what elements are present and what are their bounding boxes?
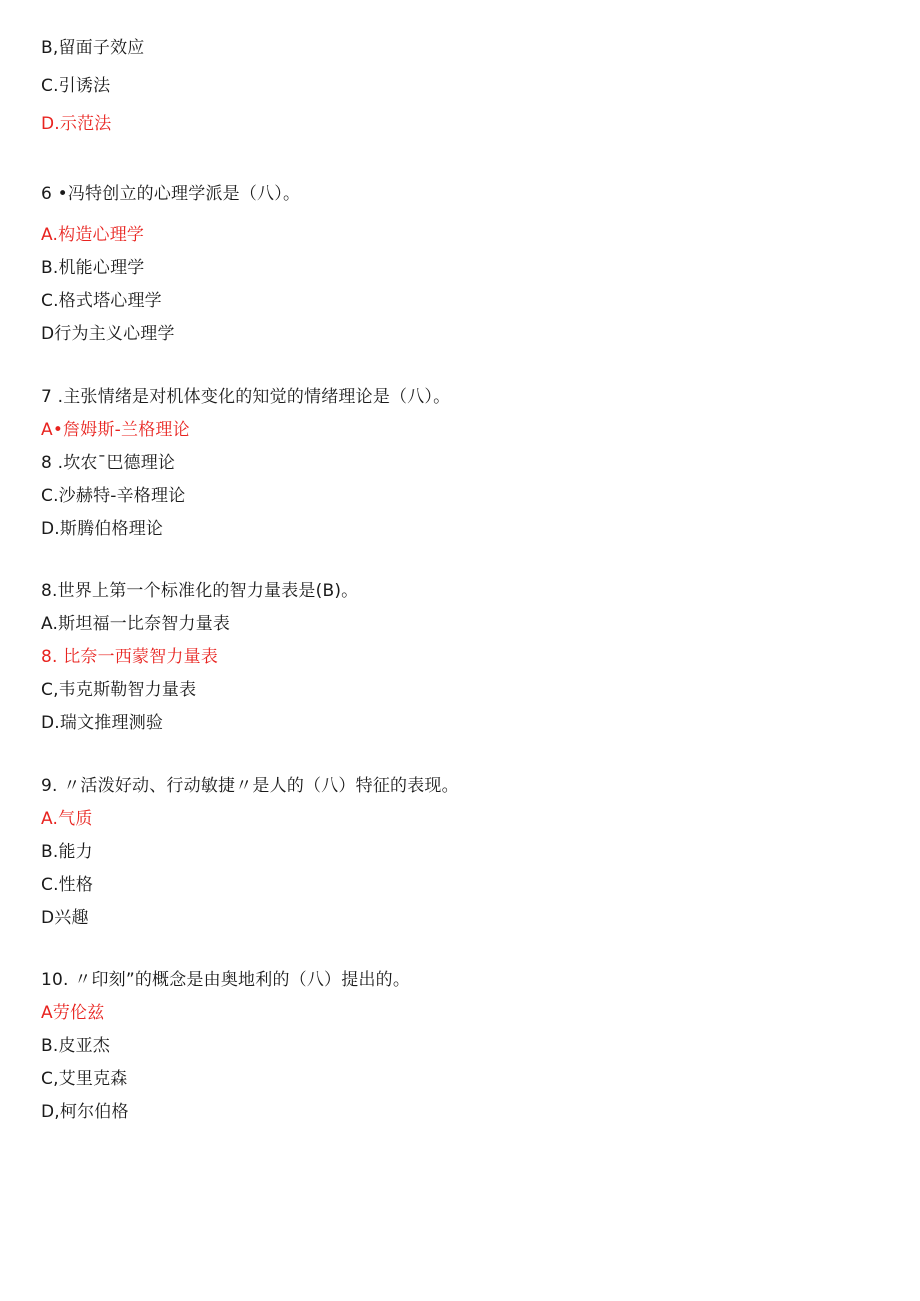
answer-line: A.气质 [41,809,93,829]
answer-line: D.示范法 [41,114,112,134]
option-line: C,艾里克森 [41,1069,128,1089]
option-line: D,柯尔伯格 [41,1102,129,1122]
option-line: D.斯腾伯格理论 [41,519,164,539]
option-line: C.格式塔心理学 [41,291,162,311]
option-line: C,韦克斯勒智力量表 [41,680,197,700]
option-line: D.瑞文推理测验 [41,713,164,733]
answer-line: A劳伦兹 [41,1003,105,1023]
option-line: C.性格 [41,875,94,895]
option-line: 8 .坎农¯巴德理论 [41,453,176,473]
option-line: B.皮亚杰 [41,1036,111,1056]
option-line: D兴趣 [41,908,89,928]
question-line: 6 •冯特创立的心理学派是（八）。 [41,184,301,204]
option-line: A.斯坦福一比奈智力量表 [41,614,231,634]
answer-line: A•詹姆斯-兰格理论 [41,420,190,440]
question-line: 10. 〃印刻”的概念是由奥地利的（八）提出的。 [41,970,411,990]
question-line: 7 .主张情绪是对机体变化的知觉的情绪理论是（八）。 [41,387,451,407]
answer-line: A.构造心理学 [41,225,145,245]
option-line: B.机能心理学 [41,258,145,278]
option-line: B.能力 [41,842,93,862]
answer-line: 8. 比奈一西蒙智力量表 [41,647,219,667]
option-line: B,留面子效应 [41,38,145,58]
question-line: 8.世界上第一个标准化的智力量表是(B)。 [41,581,359,601]
option-line: C.沙赫特-辛格理论 [41,486,186,506]
question-line: 9. 〃活泼好动、行动敏捷〃是人的（八）特征的表现。 [41,776,459,796]
option-line: C.引诱法 [41,76,111,96]
option-line: D行为主义心理学 [41,324,175,344]
